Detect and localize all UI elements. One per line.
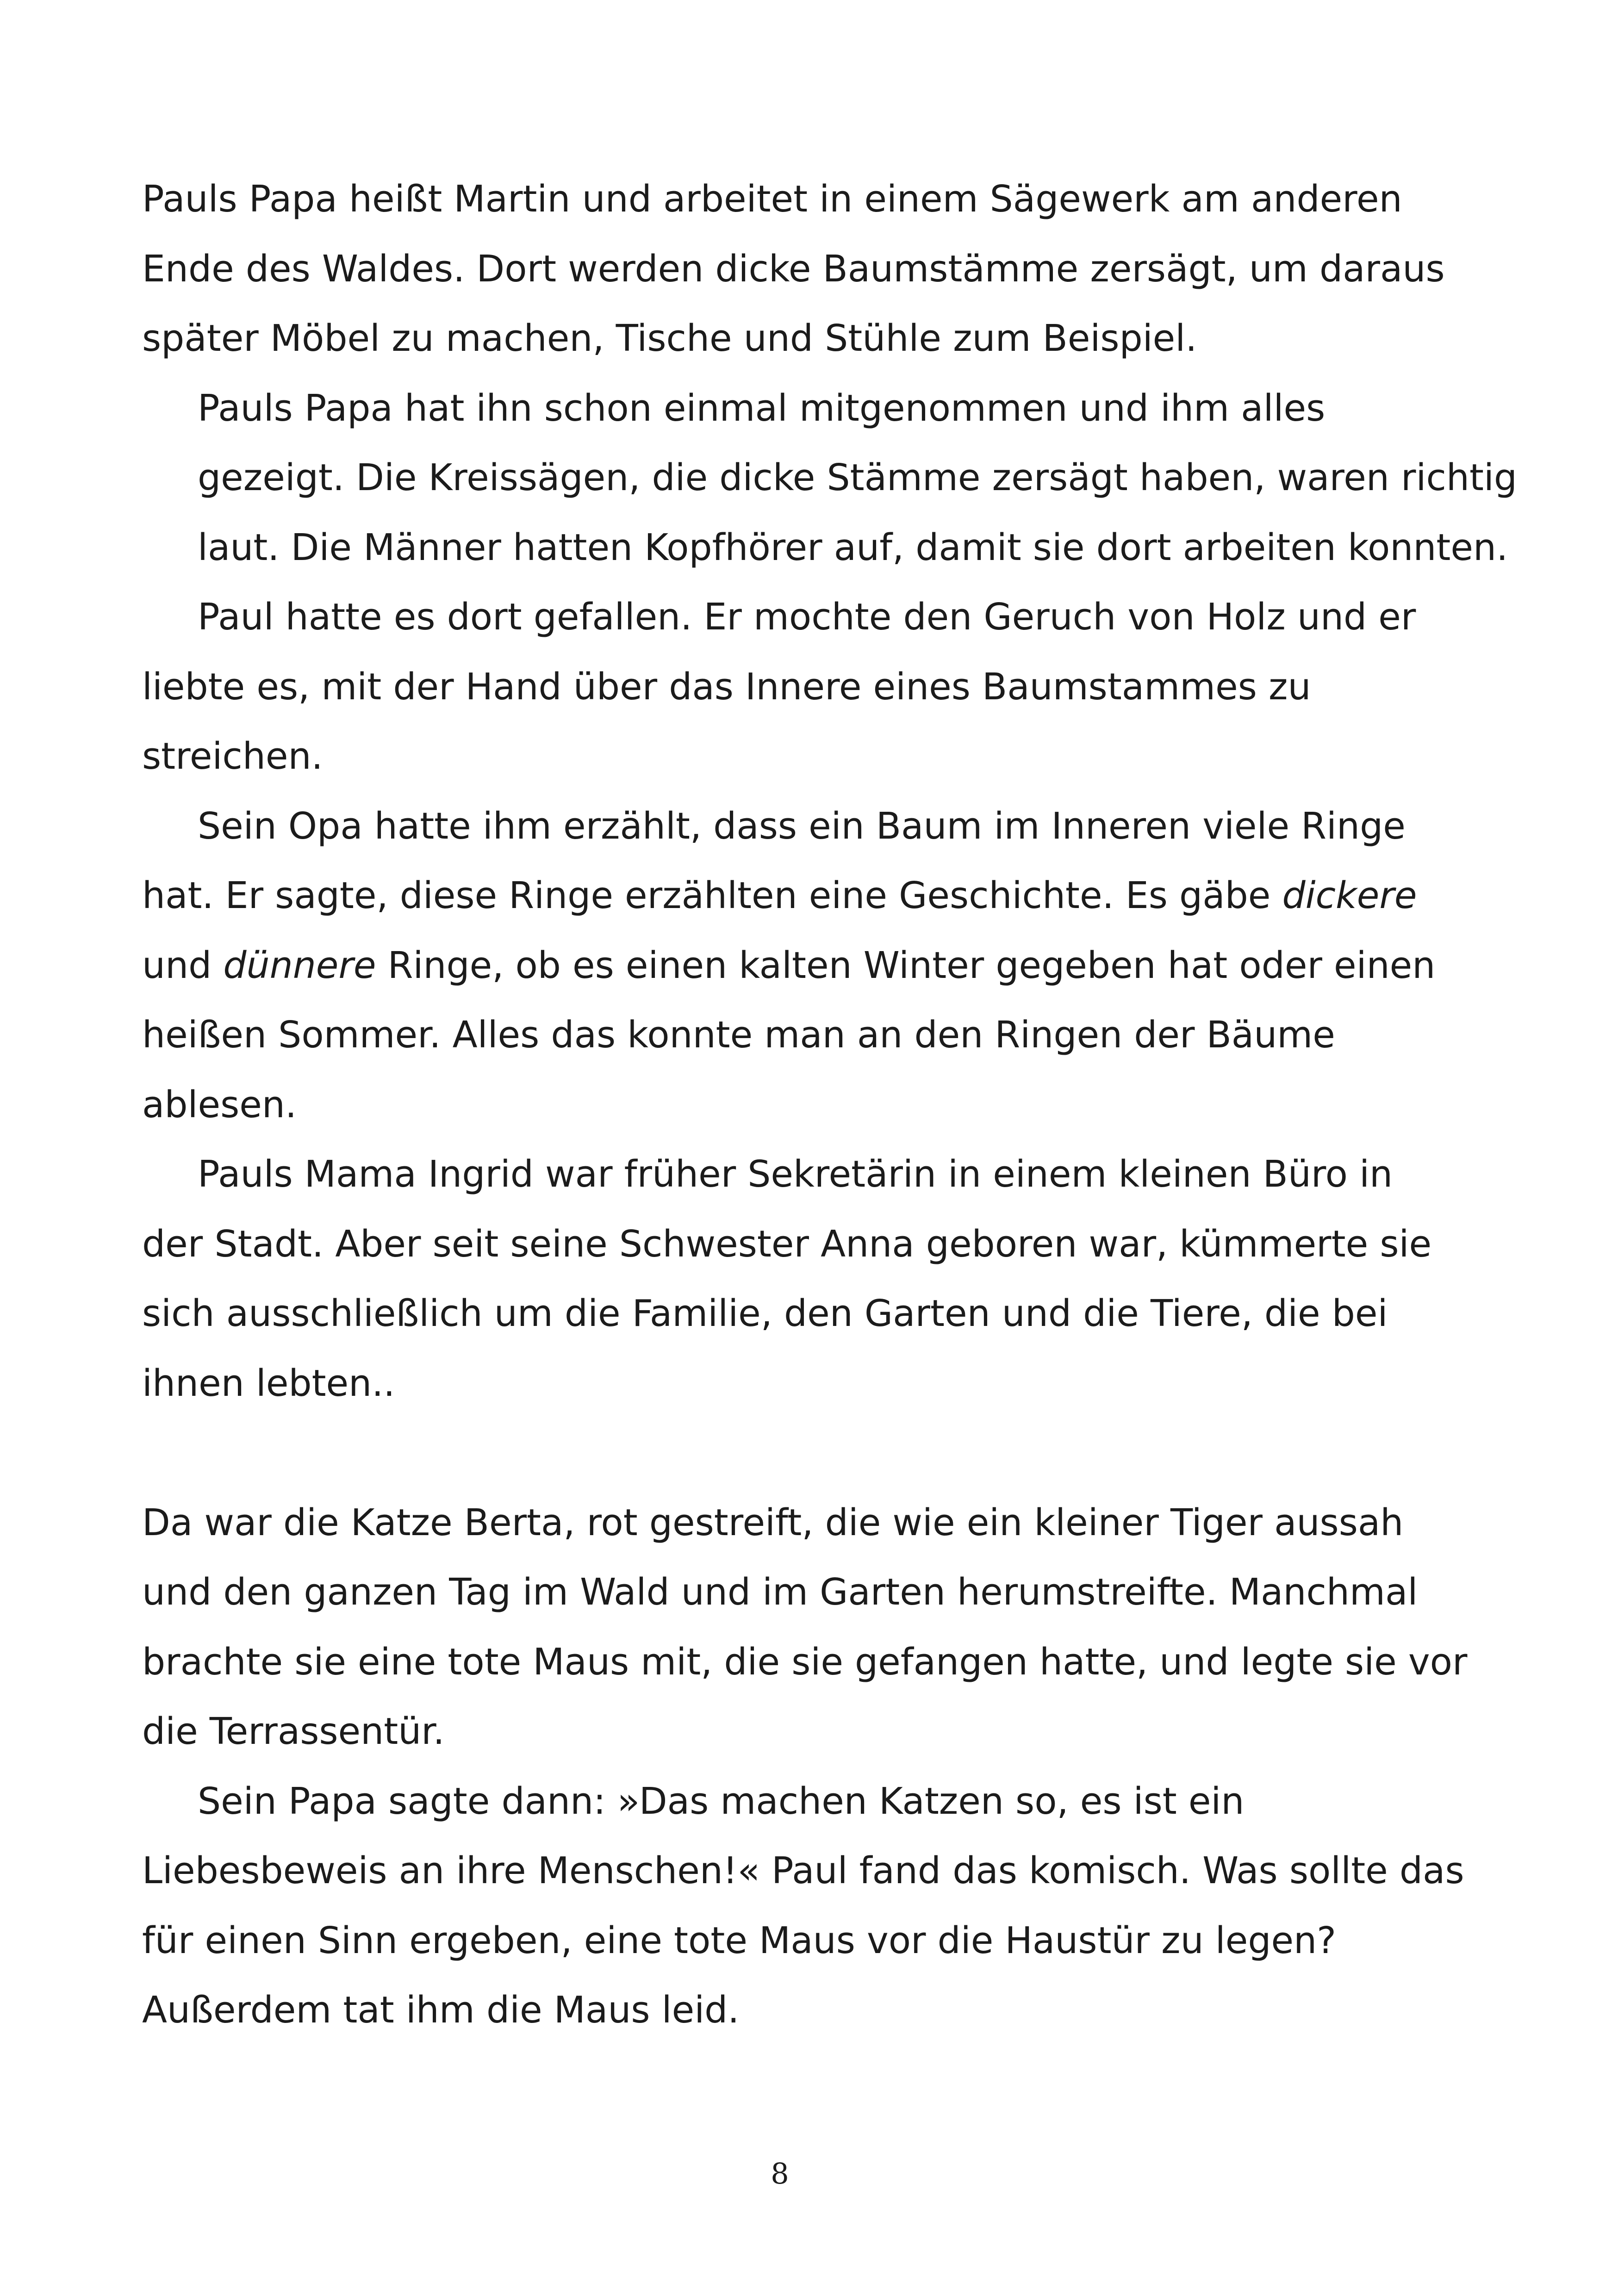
text-line: liebte es, mit der Hand über das Innere eines Baumstammes zu: [142, 665, 1311, 708]
italic-word: dickere: [1282, 874, 1417, 917]
text-line: Sein Opa hatte ihm erzählt, dass ein Baum im Inneren viele Ringe: [198, 804, 1406, 847]
text-line: brachte sie eine tote Maus mit, die sie gefangen hatte, und legte sie vor: [142, 1640, 1468, 1683]
paragraph-wood: [142, 582, 1419, 791]
text-line: [142, 861, 1419, 931]
text-line: Sein Papa sagte dann: »Das machen Katzen so, es ist ein: [198, 1780, 1245, 1823]
paragraph-mouse: [142, 1767, 1464, 2045]
text-line: heißen Sommer. Alles das konnte man an den Ringen der Bäume: [142, 1014, 1335, 1056]
text-line: Pauls Papa hat ihn schon einmal mitgenommen und ihm alles: [198, 386, 1326, 429]
paragraph-tree-rings: [142, 791, 1436, 1140]
section-break: [142, 1418, 1419, 1488]
paragraph-cat: [142, 1488, 1468, 1767]
page-number: 8: [771, 2157, 789, 2190]
text-line: ablesen.: [142, 1083, 297, 1126]
text-segment: hat. Er sagte, diese Ringe erzählten eine Geschichte. Es gäbe: [142, 874, 1282, 917]
body-text: [142, 164, 1518, 2045]
text-line: Ende des Waldes. Dort werden dicke Baumstämme zersägt, um daraus: [142, 247, 1445, 290]
text-segment: und: [142, 944, 224, 987]
text-line: Außerdem tat ihm die Maus leid.: [142, 1989, 740, 2031]
text-line: sich ausschließlich um die Familie, den Garten und die Tiere, die bei: [142, 1292, 1388, 1335]
text-line: und den ganzen Tag im Wald und im Garten herumstreifte. Manchmal: [142, 1571, 1418, 1613]
text-line: Liebesbeweis an ihre Menschen!« Paul fand das komisch. Was sollte das: [142, 1849, 1464, 1892]
text-line: die Terrassentür.: [142, 1710, 445, 1753]
text-line: für einen Sinn ergeben, eine tote Maus vor die Haustür zu legen?: [142, 1919, 1337, 1962]
paragraph-visit: [142, 373, 1518, 583]
paragraph-mother: [142, 1139, 1432, 1418]
text-line: Pauls Papa heißt Martin und arbeitet in einem Sägewerk am anderen: [142, 178, 1402, 220]
text-line: der Stadt. Aber seit seine Schwester Anna geboren war, kümmerte sie: [142, 1222, 1432, 1265]
text-line: Da war die Katze Berta, rot gestreift, die wie ein kleiner Tiger aussah: [142, 1501, 1404, 1544]
text-line: ihnen lebten..: [142, 1362, 395, 1405]
italic-word: dünnere: [223, 944, 376, 987]
text-line: gezeigt. Die Kreissägen, die dicke Stämme zersägt haben, waren richtig: [198, 456, 1518, 499]
text-line: Paul hatte es dort gefallen. Er mochte den Geruch von Holz und er: [198, 596, 1416, 638]
paragraph-sawmill: [142, 164, 1445, 373]
text-segment: Ringe, ob es einen kalten Winter gegeben hat oder einen: [376, 944, 1436, 987]
text-line: laut. Die Männer hatten Kopfhörer auf, damit sie dort arbeiten konnten.: [198, 526, 1508, 569]
text-line: [142, 931, 1436, 1001]
text-line: Pauls Mama Ingrid war früher Sekretärin in einem kleinen Büro in: [198, 1153, 1393, 1195]
text-line: streichen.: [142, 735, 323, 778]
text-line: später Möbel zu machen, Tische und Stühle zum Beispiel.: [142, 317, 1197, 360]
